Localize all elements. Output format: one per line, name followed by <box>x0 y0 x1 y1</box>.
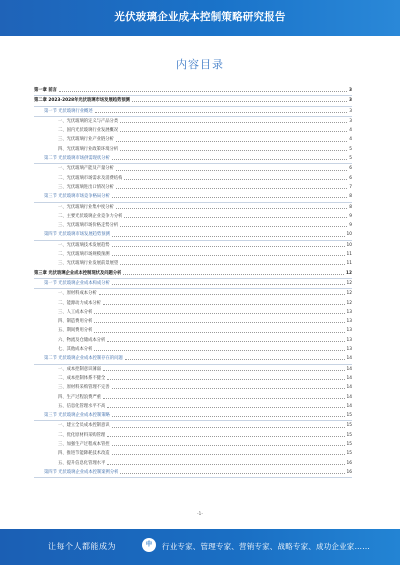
toc-entry-text: 四、推进节能降耗技术改造 <box>58 451 110 457</box>
toc-entry-sub[interactable] <box>34 299 352 308</box>
toc-entry-page: 14 <box>346 356 352 362</box>
toc-entry-sub[interactable] <box>34 459 352 468</box>
toc-leader-dots <box>120 226 347 227</box>
toc-entry-text: 二、光伏玻璃市场需求及消费结构 <box>58 175 123 181</box>
toc-entry-page: 10 <box>346 232 352 238</box>
toc-entry-text: 第一节 光伏玻璃行业概述 <box>44 108 93 114</box>
toc-entry-sub[interactable] <box>34 135 352 144</box>
toc-entry-sub[interactable] <box>34 241 352 250</box>
toc-entry-sub[interactable] <box>34 250 352 259</box>
toc-leader-dots <box>94 332 344 333</box>
toc-entry-section[interactable] <box>34 107 352 117</box>
toc-entry-sub[interactable] <box>34 289 352 298</box>
toc-entry-text: 四、生产过程浪费严重 <box>58 394 101 400</box>
toc-entry-page: 11 <box>346 252 352 258</box>
toc-entry-text: 三、光伏玻璃市场价格走势分析 <box>58 223 119 229</box>
toc-entry-text: 四、制造费用分析 <box>58 319 93 325</box>
toc-entry-text: 第三节 光伏玻璃企业成本控制策略 <box>44 413 110 419</box>
toc-leader-dots <box>112 445 345 446</box>
toc-entry-page: 4 <box>349 137 352 143</box>
toc-entry-page: 3 <box>349 108 352 114</box>
toc-entry-sub[interactable] <box>34 449 352 458</box>
toc-entry-page: 13 <box>346 347 352 353</box>
toc-leader-dots <box>112 159 347 160</box>
toc-entry-text: 一、成本控制意识薄弱 <box>58 366 101 372</box>
footer-badge-icon: 中 <box>142 538 156 552</box>
toc-leader-dots <box>103 370 345 371</box>
toc-leader-dots <box>116 208 347 209</box>
toc-leader-dots <box>124 179 347 180</box>
toc-entry-sub[interactable] <box>34 336 352 345</box>
toc-entry-sub[interactable] <box>34 203 352 212</box>
toc-entry-page: 16 <box>346 460 352 466</box>
toc-entry-text: 第一章 前言 <box>34 88 57 93</box>
toc-entry-text: 二、优化原材料采购管理 <box>58 432 106 438</box>
toc-leader-dots <box>107 436 344 437</box>
footer-slogan: 让每个人都能成为 <box>48 542 116 551</box>
toc-entry-text: 二、国内光伏玻璃行业发展概况 <box>58 128 119 134</box>
page-number: -1- <box>196 512 204 517</box>
toc-entry-text: 第二节 光伏玻璃市场供需现状分析 <box>44 156 110 162</box>
toc-entry-text: 二、能源动力成本分析 <box>58 300 101 306</box>
toc-entry-sub[interactable] <box>34 145 352 154</box>
toc-entry-page: 15 <box>346 423 352 429</box>
toc-leader-dots <box>103 398 345 399</box>
toc-entry-section[interactable] <box>34 230 352 240</box>
toc-entry-page: 15 <box>346 432 352 438</box>
toc-heading: 内容目录 <box>176 58 224 71</box>
toc-entry-text: 一、光伏玻璃技术发展趋势 <box>58 242 110 248</box>
toc-leader-dots <box>94 313 344 314</box>
toc-leader-dots <box>107 464 344 465</box>
toc-leader-dots <box>116 188 347 189</box>
toc-entry-text: 五、期间费用分析 <box>58 328 93 334</box>
toc-entry-text: 三、光伏玻璃行业发展前景展望 <box>58 261 119 267</box>
toc-entry-page: 7 <box>349 184 352 190</box>
footer-description: 行业专家、管理专家、营销专家、战略专家、成功企业家…… <box>162 542 370 551</box>
toc-leader-dots <box>132 101 347 102</box>
toc-entry-sub[interactable] <box>34 402 352 411</box>
toc-entry-text: 第三节 光伏玻璃市场竞争格局分析 <box>44 194 110 200</box>
toc-entry-text: 第二章 2023-2028年光伏玻璃市场发展趋势预测 <box>34 98 130 104</box>
toc-entry-text: 三、光伏玻璃进出口情况分析 <box>58 184 114 190</box>
toc-leader-dots <box>107 407 344 408</box>
toc-leader-dots <box>120 122 347 123</box>
toc-entry-page: 6 <box>349 166 352 172</box>
toc-entry-page: 15 <box>346 451 352 457</box>
toc-entry-text: 第一节 光伏玻璃企业成本构成分析 <box>44 280 110 286</box>
toc-entry-sub[interactable] <box>34 212 352 221</box>
toc-entry-page: 12 <box>346 270 352 276</box>
toc-leader-dots <box>94 350 344 351</box>
toc-entry-page: 15 <box>346 413 352 419</box>
toc-entry-chapter[interactable] <box>34 96 352 106</box>
toc-entry-sub[interactable] <box>34 345 352 354</box>
toc-entry-section[interactable] <box>34 411 352 421</box>
toc-entry-sub[interactable] <box>34 174 352 183</box>
toc-entry-page: 14 <box>346 366 352 372</box>
toc-entry-sub[interactable] <box>34 365 352 374</box>
toc-leader-dots <box>59 91 347 92</box>
toc-entry-text: 五、信息化管理水平不高 <box>58 403 106 409</box>
toc-leader-dots <box>120 131 347 132</box>
toc-entry-sub[interactable] <box>34 117 352 126</box>
toc-entry-sub[interactable] <box>34 183 352 192</box>
toc-leader-dots <box>125 359 345 360</box>
toc-entry-text: 四、光伏玻璃行业政策环境分析 <box>58 146 119 152</box>
toc-entry-page: 6 <box>349 175 352 181</box>
toc-entry-page: 9 <box>349 223 352 229</box>
toc-entry-sub[interactable] <box>34 317 352 326</box>
toc-leader-dots <box>116 141 347 142</box>
toc-entry-sub[interactable] <box>34 383 352 392</box>
toc-leader-dots <box>120 150 347 151</box>
toc-entry-page: 12 <box>346 291 352 297</box>
toc-entry-page: 8 <box>349 204 352 210</box>
toc-entry-text: 一、原材料成本分析 <box>58 291 97 297</box>
toc-entry-page: 16 <box>346 469 352 475</box>
toc-entry-sub[interactable] <box>34 164 352 173</box>
toc-leader-dots <box>112 197 347 198</box>
toc-entry-page: 8 <box>349 194 352 200</box>
toc-entry-sub[interactable] <box>34 221 352 230</box>
toc-entry-page: 5 <box>349 146 352 152</box>
toc-leader-dots <box>95 112 348 113</box>
toc-leader-dots <box>112 388 345 389</box>
toc-leader-dots <box>112 236 345 237</box>
toc-leader-dots <box>107 379 344 380</box>
toc-entry-page: 15 <box>346 441 352 447</box>
toc-entry-text: 一、光伏玻璃产能及产量分析 <box>58 166 114 172</box>
toc-entry-text: 一、光伏玻璃的定义与产品分类 <box>58 118 119 124</box>
toc-entry-text: 一、光伏玻璃行业集中度分析 <box>58 204 114 210</box>
toc-entry-chapter[interactable] <box>34 269 352 279</box>
toc-leader-dots <box>124 217 347 218</box>
toc-entry-text: 二、主要光伏玻璃企业竞争力分析 <box>58 213 123 219</box>
toc-entry-chapter[interactable] <box>34 86 352 96</box>
toc-entry-text: 七、其他成本分析 <box>58 347 93 353</box>
toc-entry-page: 4 <box>349 128 352 134</box>
toc-leader-dots <box>116 170 347 171</box>
toc-leader-dots <box>120 264 344 265</box>
toc-entry-text: 第四节 光伏玻璃企业成本控制案例分析 <box>44 469 119 475</box>
toc-entry-section[interactable] <box>34 354 352 364</box>
toc-entry-page: 9 <box>349 213 352 219</box>
report-title: 光伏玻璃企业成本控制策略研究报告 <box>114 11 286 23</box>
toc-entry-sub[interactable] <box>34 421 352 430</box>
toc-leader-dots <box>123 274 344 275</box>
toc-entry-text: 三、光伏玻璃行业产业链分析 <box>58 137 114 143</box>
toc-leader-dots <box>112 284 345 285</box>
toc-entry-page: 14 <box>346 403 352 409</box>
toc-entry-sub[interactable] <box>34 393 352 402</box>
toc-entry-page: 14 <box>346 385 352 391</box>
toc-entry-text: 三、加强生产过程成本管控 <box>58 441 110 447</box>
toc-entry-sub[interactable] <box>34 308 352 317</box>
toc-entry-sub[interactable] <box>34 326 352 335</box>
toc-entry-page: 13 <box>346 337 352 343</box>
toc-entry-text: 一、建立全员成本控制意识 <box>58 423 110 429</box>
footer-banner <box>0 529 400 565</box>
toc-entry-text: 第二节 光伏玻璃企业成本控制存在的问题 <box>44 356 123 362</box>
toc-entry-section[interactable] <box>34 468 352 478</box>
toc-entry-sub[interactable] <box>34 259 352 268</box>
toc-leader-dots <box>112 416 345 417</box>
toc-entry-page: 12 <box>346 300 352 306</box>
toc-entry-page: 13 <box>346 328 352 334</box>
toc-leader-dots <box>103 304 345 305</box>
toc-entry-sub[interactable] <box>34 374 352 383</box>
toc-entry-page: 10 <box>346 242 352 248</box>
toc-entry-page: 13 <box>346 309 352 315</box>
toc-entry-page: 5 <box>349 156 352 162</box>
toc-entry-page: 12 <box>346 280 352 286</box>
toc-entry-text: 二、成本控制体系不健全 <box>58 375 106 381</box>
toc-entry-page: 14 <box>346 375 352 381</box>
toc-entry-sub[interactable] <box>34 431 352 440</box>
toc-entry-page: 11 <box>346 261 352 267</box>
toc-entry-page: 3 <box>349 88 352 93</box>
toc-entry-text: 二、光伏玻璃市场规模预测 <box>58 252 110 258</box>
toc-entry-page: 3 <box>349 118 352 124</box>
toc-leader-dots <box>94 322 344 323</box>
toc-entry-section[interactable] <box>34 154 352 164</box>
toc-leader-dots <box>112 454 345 455</box>
toc-leader-dots <box>112 246 345 247</box>
toc-entry-sub[interactable] <box>34 440 352 449</box>
table-of-contents <box>34 86 352 478</box>
header-banner <box>0 0 400 36</box>
toc-leader-dots <box>99 294 345 295</box>
toc-entry-page: 13 <box>346 319 352 325</box>
toc-entry-text: 三、原材料采购管理不完善 <box>58 385 110 391</box>
toc-entry-section[interactable] <box>34 279 352 289</box>
toc-leader-dots <box>112 427 345 428</box>
toc-entry-text: 五、提升信息化管理水平 <box>58 460 106 466</box>
toc-entry-text: 三、人工成本分析 <box>58 309 93 315</box>
toc-entry-page: 3 <box>349 98 352 104</box>
toc-leader-dots <box>120 473 344 474</box>
toc-leader-dots <box>112 255 345 256</box>
toc-entry-text: 六、物流及仓储成本分析 <box>58 337 106 343</box>
toc-entry-text: 第四节 光伏玻璃市场发展趋势预测 <box>44 232 110 238</box>
toc-entry-page: 14 <box>346 394 352 400</box>
toc-entry-section[interactable] <box>34 192 352 202</box>
toc-entry-text: 第三章 光伏玻璃企业成本控制现状及问题分析 <box>34 270 122 276</box>
toc-leader-dots <box>107 341 344 342</box>
toc-entry-sub[interactable] <box>34 126 352 135</box>
